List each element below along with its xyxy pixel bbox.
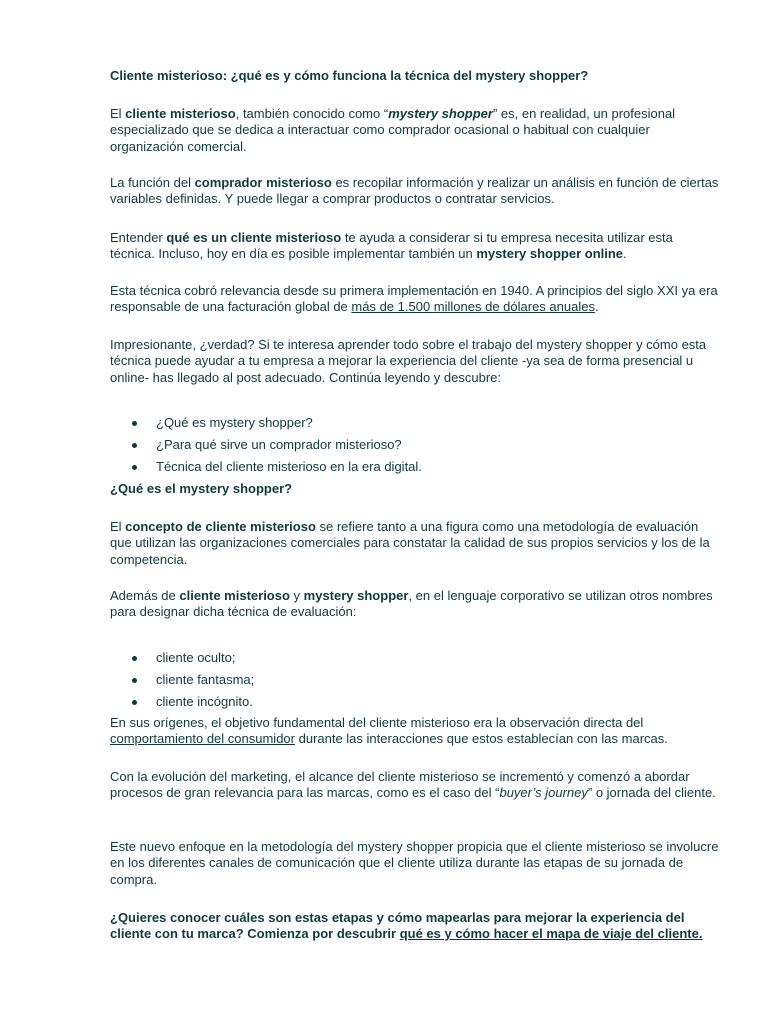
paragraph-function: La función del comprador misterioso es recopilar información y realizar un análisis en función de ciertas variables definidas. Y puede llegar a comprar productos o contratar servicios. bbox=[110, 175, 719, 207]
list-item: ¿Qué es mystery shopper? bbox=[110, 415, 720, 437]
bullet-icon bbox=[132, 656, 137, 661]
revenue-link[interactable]: más de 1.500 millones de dólares anuales bbox=[351, 299, 595, 315]
bullet-icon bbox=[132, 443, 137, 448]
consumer-behavior-link[interactable]: comportamiento del consumidor bbox=[110, 731, 295, 747]
list-item: cliente fantasma; bbox=[110, 672, 720, 694]
paragraph-origins: En sus orígenes, el objetivo fundamental del cliente misterioso era la observación directa del comportamiento del consumidor durante las interacciones que estos establecían con las marcas. bbox=[110, 715, 668, 747]
toc-list bbox=[110, 415, 720, 481]
names-list bbox=[110, 650, 720, 716]
bullet-icon bbox=[132, 678, 137, 683]
paragraph-other-names: Además de cliente misterioso y mystery shopper, en el lenguaje corporativo se utilizan otros nombres para designar dicha técnica de evaluación: bbox=[110, 588, 713, 620]
paragraph-evolution: Con la evolución del marketing, el alcance del cliente misterioso se incrementó y comenzó a abordar procesos de gran relevancia para las marcas, como es el caso del “buyer’s journey” o jornada del cliente. bbox=[110, 769, 716, 801]
section-heading: ¿Qué es el mystery shopper? bbox=[110, 481, 293, 496]
bullet-icon bbox=[132, 421, 137, 426]
list-item: cliente incógnito. bbox=[110, 694, 720, 716]
paragraph-understand: Entender qué es un cliente misterioso te ayuda a considerar si tu empresa necesita utilizar esta técnica. Incluso, hoy en día es posible implementar también un mystery shopper online. bbox=[110, 230, 673, 262]
list-item: Técnica del cliente misterioso en la era digital. bbox=[110, 459, 720, 481]
bullet-icon bbox=[132, 700, 137, 705]
paragraph-cta: ¿Quieres conocer cuáles son estas etapas y cómo mapearlas para mejorar la experiencia del cliente con tu marca? Comienza por descubrir qué es y cómo hacer el mapa de viaje del cliente. bbox=[110, 910, 703, 942]
document-title: Cliente misterioso: ¿qué es y cómo funciona la técnica del mystery shopper? bbox=[110, 68, 589, 83]
bullet-icon bbox=[132, 465, 137, 470]
paragraph-history: Esta técnica cobró relevancia desde su primera implementación en 1940. A principios del siglo XXI ya era responsable de una facturación global de más de 1.500 millones de dólares anuales. bbox=[110, 283, 718, 315]
paragraph-concept: El concepto de cliente misterioso se refiere tanto a una figura como una metodología de evaluación que utilizan las organizaciones comerciales para constatar la calidad de sus propios servicios y los de la competencia. bbox=[110, 519, 710, 567]
paragraph-new-approach: Este nuevo enfoque en la metodología del mystery shopper propicia que el cliente misterioso se involucre en los diferentes canales de comunicación que el cliente utiliza durante las etapas de su jornada de compra. bbox=[110, 839, 719, 887]
list-item: ¿Para qué sirve un comprador misterioso? bbox=[110, 437, 720, 459]
list-item: cliente oculto; bbox=[110, 650, 720, 672]
journey-map-link[interactable]: qué es y cómo hacer el mapa de viaje del cliente. bbox=[399, 926, 703, 942]
paragraph-impressive: Impresionante, ¿verdad? Si te interesa aprender todo sobre el trabajo del mystery shopper y cómo esta técnica puede ayudar a tu empresa a mejorar la experiencia del cliente -ya sea de forma presencial u online- has llegado al post adecuado. Continúa leyendo y descubre: bbox=[110, 337, 707, 385]
paragraph-intro: El cliente misterioso, también conocido como “mystery shopper” es, en realidad, un profesional especializado que se dedica a interactuar como comprador ocasional o habitual con cualquier organización comercial. bbox=[110, 106, 676, 154]
